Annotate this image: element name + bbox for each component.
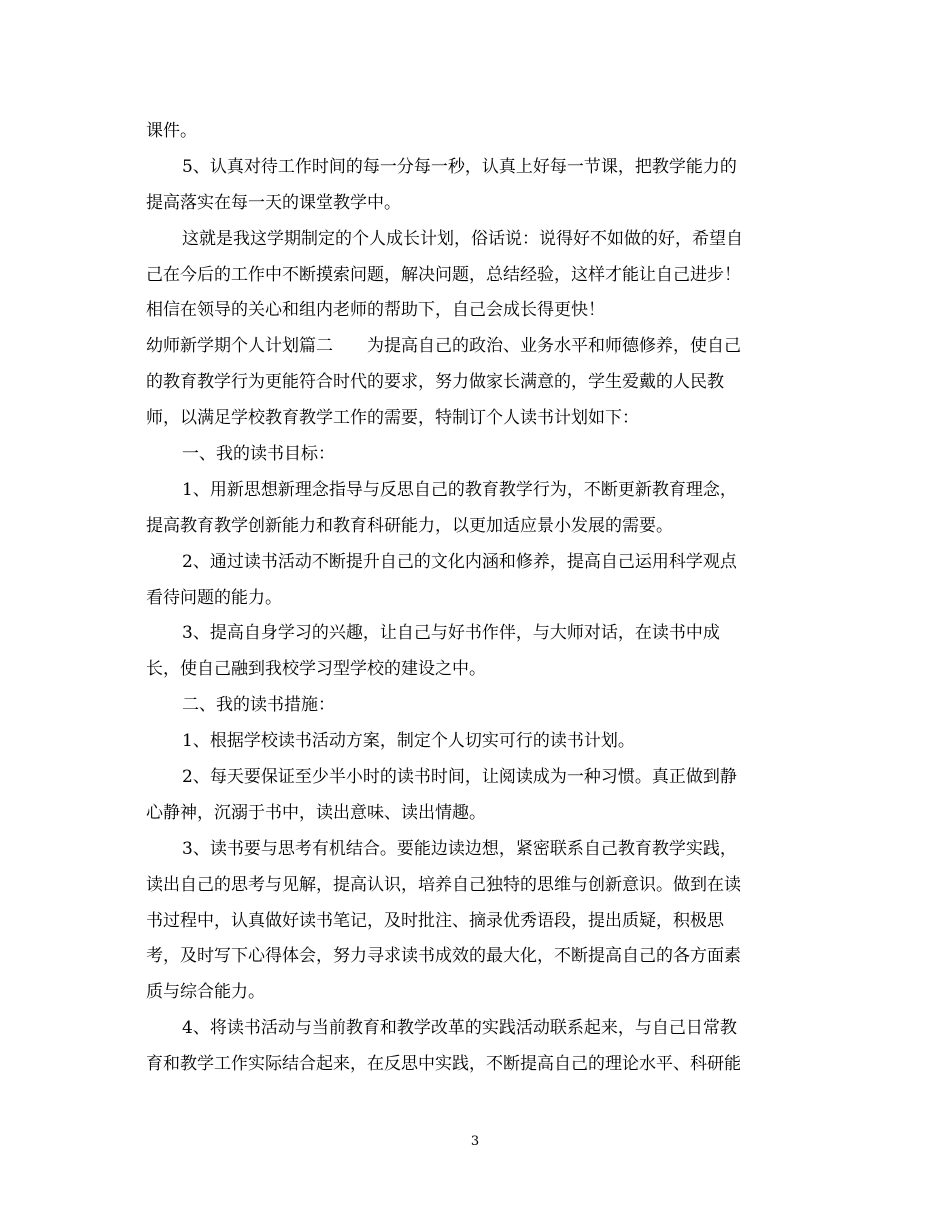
text-line: 己在今后的工作中不断摸索问题，解决问题，总结经验，这样才能让自己进步！: [146, 264, 741, 285]
text-line: 幼师新学期个人计划篇二 为提高自己的政治、业务水平和师德修养，使自己: [146, 336, 741, 357]
text-line: 育和教学工作实际结合起来，在反思中实践，不断提高自己的理论水平、科研能: [146, 1054, 741, 1075]
text-line: 相信在领导的关心和组内老师的帮助下，自己会成长得更快！: [146, 300, 605, 321]
text-line: 2、通过读书活动不断提升自己的文化内涵和修养，提高自己运用科学观点: [182, 551, 737, 572]
text-line: 3、读书要与思考有机结合。要能边读边想，紧密联系自己教育教学实践，: [182, 838, 737, 859]
text-line: 5、认真对待工作时间的每一分每一秒，认真上好每一节课，把教学能力的: [182, 156, 737, 177]
text-line: 2、每天要保证至少半小时的读书时间，让阅读成为一种习惯。真正做到静: [182, 767, 737, 788]
text-line: 1、根据学校读书活动方案，制定个人切实可行的读书计划。: [182, 731, 635, 752]
page-number: 3: [470, 1134, 480, 1149]
text-line: 这就是我这学期制定的个人成长计划，俗话说：说得好不如做的好，希望自: [182, 228, 743, 249]
text-line: 长，使自己融到我校学习型学校的建设之中。: [146, 659, 486, 680]
text-line: 4、将读书活动与当前教育和教学改革的实践活动联系起来，与自己日常教: [182, 1018, 737, 1039]
text-line: 心静神，沉溺于书中，读出意味、读出情趣。: [146, 802, 486, 823]
text-line: 提高落实在每一天的课堂教学中。: [146, 192, 401, 213]
text-line: 提高教育教学创新能力和教育科研能力，以更加适应景小发展的需要。: [146, 515, 673, 536]
text-line: 书过程中，认真做好读书笔记，及时批注、摘录优秀语段，提出质疑，积极思: [146, 910, 724, 931]
text-line: 1、用新思想新理念指导与反思自己的教育教学行为，不断更新教育理念，: [182, 479, 737, 500]
text-line: 二、我的读书措施：: [182, 695, 335, 716]
text-line: 的教育教学行为更能符合时代的要求，努力做家长满意的，学生爱戴的人民教: [146, 372, 724, 393]
text-line: 课件。: [146, 121, 197, 141]
document-body: [146, 114, 806, 1083]
text-line: 看待问题的能力。: [146, 587, 282, 608]
text-line: 师，以满足学校教育教学工作的需要，特制订个人读书计划如下：: [146, 408, 639, 429]
text-line: 考，及时写下心得体会，努力寻求读书成效的最大化，不断提高自己的各方面素: [146, 946, 741, 967]
text-line: 3、提高自身学习的兴趣，让自己与好书作伴，与大师对话，在读书中成: [182, 623, 720, 644]
text-line: 一、我的读书目标：: [182, 444, 335, 465]
text-line: 读出自己的思考与见解，提高认识，培养自己独特的思维与创新意识。做到在读: [146, 874, 741, 895]
text-line: 质与综合能力。: [146, 982, 265, 1003]
